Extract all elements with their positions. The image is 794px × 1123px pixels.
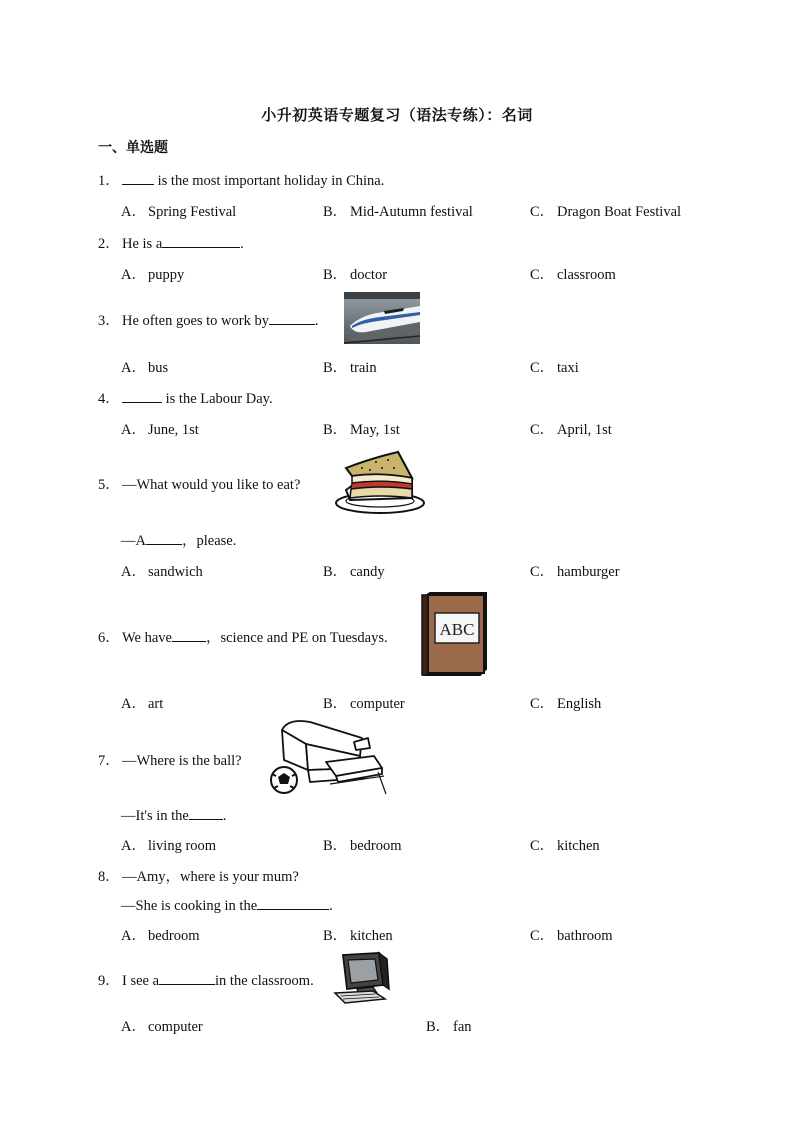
question-text: I see a: [122, 973, 160, 989]
answer-line: —A ，please.: [121, 529, 236, 550]
option-a[interactable]: A． bus: [121, 360, 169, 376]
question-number: 9．: [98, 973, 120, 989]
question-6: 6． We have ，science and PE on Tuesdays.: [98, 626, 388, 647]
answer-blank: [257, 895, 329, 910]
question-3: 3． He often goes to work by .: [98, 309, 319, 330]
option-a[interactable]: A． puppy: [121, 267, 185, 283]
option-a[interactable]: A． living room: [121, 838, 217, 854]
sofa-and-ball-drawing: [266, 716, 388, 796]
question-4: [98, 387, 273, 408]
question-number: 6．: [98, 630, 120, 646]
answer-blank: [172, 627, 206, 642]
option-b[interactable]: B． May, 1st: [323, 422, 400, 438]
answer-blank: [189, 805, 223, 820]
question-text: He often goes to work by: [122, 313, 269, 329]
sandwich-drawing: [332, 448, 432, 516]
question-text: —Where is the ball?: [122, 753, 242, 769]
option-c[interactable]: C． classroom: [530, 267, 616, 283]
option-a[interactable]: A． bedroom: [121, 928, 200, 944]
question-1: [98, 169, 384, 190]
option-c[interactable]: C． taxi: [530, 360, 579, 376]
option-a[interactable]: A． Spring Festival: [121, 204, 237, 220]
option-a[interactable]: A． art: [121, 696, 164, 712]
option-b[interactable]: B． computer: [323, 696, 405, 712]
question-8: [98, 865, 299, 886]
question-text: —What would you like to eat?: [122, 477, 301, 493]
option-a[interactable]: A． computer: [121, 1019, 203, 1035]
question-number: 5．: [98, 477, 120, 493]
option-b[interactable]: B． candy: [323, 564, 385, 580]
option-c[interactable]: C． hamburger: [530, 564, 620, 580]
question-7: [98, 749, 242, 770]
question-number: 1．: [98, 173, 120, 189]
question-text: He is a: [122, 236, 163, 252]
question-9: 9． I see a in the classroom.: [98, 969, 314, 990]
option-c[interactable]: C． April, 1st: [530, 422, 612, 438]
option-a[interactable]: A． June, 1st: [121, 422, 199, 438]
option-b[interactable]: B． train: [323, 360, 377, 376]
answer-blank: [159, 970, 215, 985]
answer-line: —She is cooking in the .: [121, 895, 333, 915]
question-text: is the Labour Day.: [162, 391, 273, 407]
answer-blank: [122, 170, 154, 185]
question-text: is the most important holiday in China.: [154, 173, 385, 189]
abc-book-drawing: [418, 591, 488, 677]
section-heading: 一、单选题: [98, 140, 168, 156]
question-number: 7．: [98, 753, 120, 769]
option-b[interactable]: B． kitchen: [323, 928, 393, 944]
train-photo: [344, 292, 420, 344]
page-title: 小升初英语专题复习（语法专练）：名词: [261, 106, 533, 124]
option-c[interactable]: C． Dragon Boat Festival: [530, 204, 682, 220]
question-number: 2．: [98, 236, 120, 252]
option-a[interactable]: A． sandwich: [121, 564, 203, 580]
option-b[interactable]: B． Mid-Autumn festival: [323, 204, 473, 220]
option-c[interactable]: C． bathroom: [530, 928, 613, 944]
option-c[interactable]: C． English: [530, 696, 602, 712]
option-b[interactable]: B． doctor: [323, 267, 388, 283]
answer-blank: [162, 233, 240, 248]
question-2: 2． He is a .: [98, 232, 244, 253]
option-b[interactable]: B． bedroom: [323, 838, 402, 854]
option-c[interactable]: C． kitchen: [530, 838, 600, 854]
answer-line: —It's in the .: [121, 805, 226, 825]
question-text: —Amy，where is your mum?: [122, 869, 299, 885]
answer-blank: [146, 530, 182, 545]
question-number: 3．: [98, 313, 120, 329]
question-5: [98, 473, 300, 494]
question-text: We have: [122, 630, 172, 646]
book-title-text: ABC: [439, 620, 475, 639]
answer-blank: [122, 388, 162, 403]
option-b[interactable]: B． fan: [426, 1019, 472, 1035]
question-number: 8．: [98, 869, 120, 885]
answer-blank: [269, 310, 315, 325]
computer-drawing: [333, 951, 391, 1005]
question-number: 4．: [98, 391, 120, 407]
